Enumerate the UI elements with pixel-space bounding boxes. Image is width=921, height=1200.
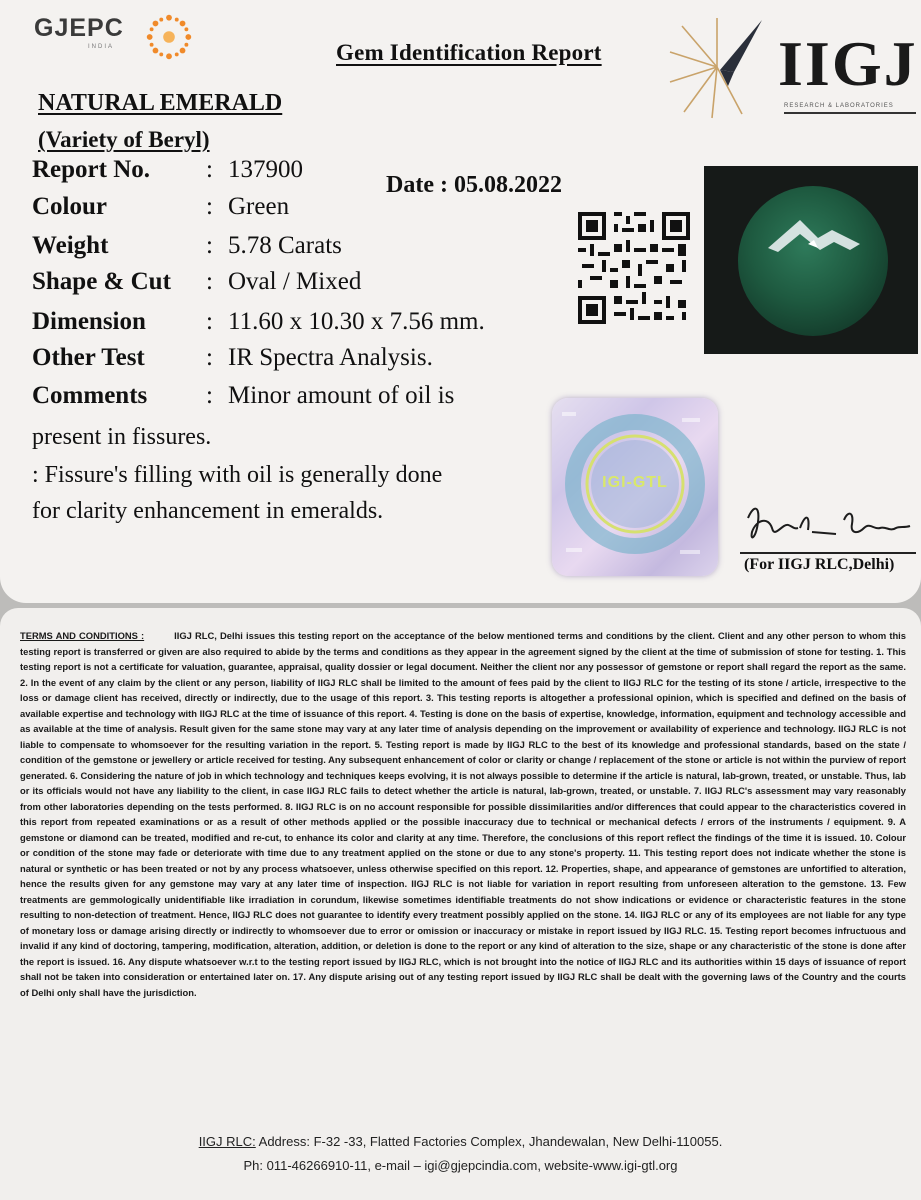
sun-icon [140, 8, 198, 66]
iigj-logo-rule [784, 112, 916, 114]
field-colon: : [206, 156, 213, 183]
field-value: 11.60 x 10.30 x 7.56 mm. [228, 308, 485, 335]
hologram-seal [552, 398, 718, 576]
address-org: IIGJ RLC: [198, 1134, 256, 1149]
field-value: Green [228, 193, 290, 220]
field-label: Other Test [32, 344, 145, 371]
stone-name: NATURAL EMERALD [38, 90, 283, 116]
signature-line [740, 552, 916, 554]
qr-code [578, 212, 690, 324]
field-value: 137900 [228, 156, 303, 183]
field-value: 5.78 Carats [228, 232, 342, 259]
field-colon: : [206, 268, 213, 295]
field-label: Shape & Cut [32, 268, 171, 295]
field-colon: : [206, 193, 213, 220]
report-date: Date : 05.08.2022 [386, 172, 562, 198]
signature-image [740, 498, 918, 550]
address-text: Address: F-32 -33, Flatted Factories Complex, Jhandewalan, New Delhi-110055. [255, 1134, 723, 1149]
iigj-star-icon [662, 12, 772, 122]
emerald-stone-image [738, 186, 888, 336]
gjepc-logo [34, 14, 124, 50]
field-label: Comments [32, 382, 148, 409]
field-label: Colour [32, 193, 107, 220]
gjepc-logo-text: GJEPC [34, 14, 124, 42]
comment-line: : Fissure's filling with oil is generally done [32, 462, 443, 488]
field-colon: : [206, 344, 213, 371]
comment-line: present in fissures. [32, 424, 212, 450]
iigj-logo-text: IIGJ [778, 28, 918, 99]
gjepc-logo-sub: INDIA [88, 44, 115, 50]
field-label: Report No. [32, 156, 151, 183]
terms-and-conditions [20, 628, 906, 1000]
field-label: Dimension [32, 308, 146, 335]
field-value: Oval / Mixed [228, 268, 362, 295]
signatory-caption: (For IIGJ RLC,Delhi) [744, 556, 895, 573]
field-colon: : [206, 382, 213, 409]
address-line [0, 1134, 921, 1149]
stone-variety: (Variety of Beryl) [38, 127, 210, 152]
field-value: Minor amount of oil is [228, 382, 455, 409]
report-card-back [0, 608, 921, 1200]
terms-heading: TERMS AND CONDITIONS : [20, 630, 145, 641]
report-title: Gem Identification Report [336, 40, 602, 65]
field-label: Weight [32, 232, 109, 259]
hologram-label: IGI-GTL [602, 474, 668, 491]
iigj-logo-sub: RESEARCH & LABORATORIES [784, 103, 894, 109]
comment-line: for clarity enhancement in emeralds. [32, 498, 384, 524]
terms-body: IIGJ RLC, Delhi issues this testing report on the acceptance of the below mentioned terms and conditions by the client. Client and any other person to whom this testing report is transferred or given are also required to abide by the terms and conditions as they appear in the agreement signed by the client at the time of submission of stone for testing. 1. This testing report is not a certificate for valuation, guarantee, appraisal, quality dossier or legal document. Neither the client nor any possessor of gemstone or report shall regard the report as the same. 2. In the event of any claim by the client or any person, liability of IIGJ RLC shall be limited to the amount of fees paid by the client to IIGJ RLC for the testing of its stone / article, irrespective to the loss or damage client has received, directly or indirectly, due to the usage of this report. 3. This testing reports is altogether a professional opinion, which is specified and defined on the basis of available expertise and technology with IIGJ RLC at the time of issuance of this report. 4. Testing is done on the basis of expertise, knowledge, information, equipment and technology accessible and as available at the time of analysis. Result given for the same stone may vary at any later time of analysis depending on the improvement or availability of experience and technology. IIGJ RLC is not liable to compensate to whomsoever for the resulting variation in the report. 5. Testing report is made by IIGJ RLC to the best of its knowledge and professional standards, based on the state / condition of the gemstone or jewellery or article received for testing. Any subsequent enhancement of color or clarity or change / replacement of the stone or article is not within the purview of report generated. 6. Considering the nature of job in which technology and techniques keeps evolving, it is not always possible to determine if the article is natural, lab-grown, treated, or unstable. Thus, lab or its officials would not have any liability to the client, in case IIGJ RLC fails to detect whether the article is natural, lab-grown, treated, or unstable. 7. IIGJ RLC's assessment may vary reasonably from other laboratories depending on the tests performed. 8. IIGJ RLC is on no account responsible for possible dissimilarities and/or differences that could appear to the characteristics covered in this report from repeated examinations or as a result of other methods applied or the possible inaccuracy due to technical or mechanical defects / errors of the instruments / equipment. 9. A gemstone or diamond can be treated, modified and re-cut, to enhance its color and clarity at any time. Therefore, the conclusions of this report reflect the findings of the time it is issued. 10. Colour or condition of the stone may fade or deteriorate with time due to any treatment applied on the stone or due to any stone's property. 11. This testing report does not indicate whether the stone is natural or synthetic or has been treated or not by any process whatsoever, unless otherwise specified on this report. 12. Properties, shape, and appearance of gemstones are unfortified to alteration, hence the results given for any gemstone may vary at any later time of inspection. IIGJ RLC is not liable for variation in report resulting from unforeseen alteration to the gemstone. 13. Few treatments are gemmologically unidentifiable like irradiation in corundum, likewise sometimes identifiable treatments do not show indications or evidence or characteristic features in the stone resulting to non-detection of treatment. Hence, IIGJ RLC does not guarantee to identify every treatment possibly applied on the stone. 14. IIGJ RLC or any of its employees are not liable for any type of monetary loss or damage arising directly or indirectly to whomsoever due to error or omission or inaccuracy or mistake in report issued by IIGJ RLC. 15. Testing report becomes infructuous and invalid if any kind of doctoring, tampering, modification, alteration, addition, or deletion is done to the report or any kind of alteration to the size, shape or any characteristic of the stone is done after the report is issued. 16. Any dispute whatsoever w.r.t to the testing report issued by IIGJ RLC, which is not brought into the notice of IIGJ RLC and its authorities within 15 days of issuance of report shall not be taken into consideration or entertained later on. 17. Any dispute arising out of any testing report issued by IIGJ RLC shall be dealt with the governing laws of the Country and the courts of Delhi only shall have the jurisdiction. [20, 630, 906, 998]
field-value: IR Spectra Analysis. [228, 344, 433, 371]
field-colon: : [206, 232, 213, 259]
field-colon: : [206, 308, 213, 335]
contact-line: Ph: 011-46266910-11, e-mail – igi@gjepcindia.com, website-www.igi-gtl.org [243, 1158, 678, 1173]
